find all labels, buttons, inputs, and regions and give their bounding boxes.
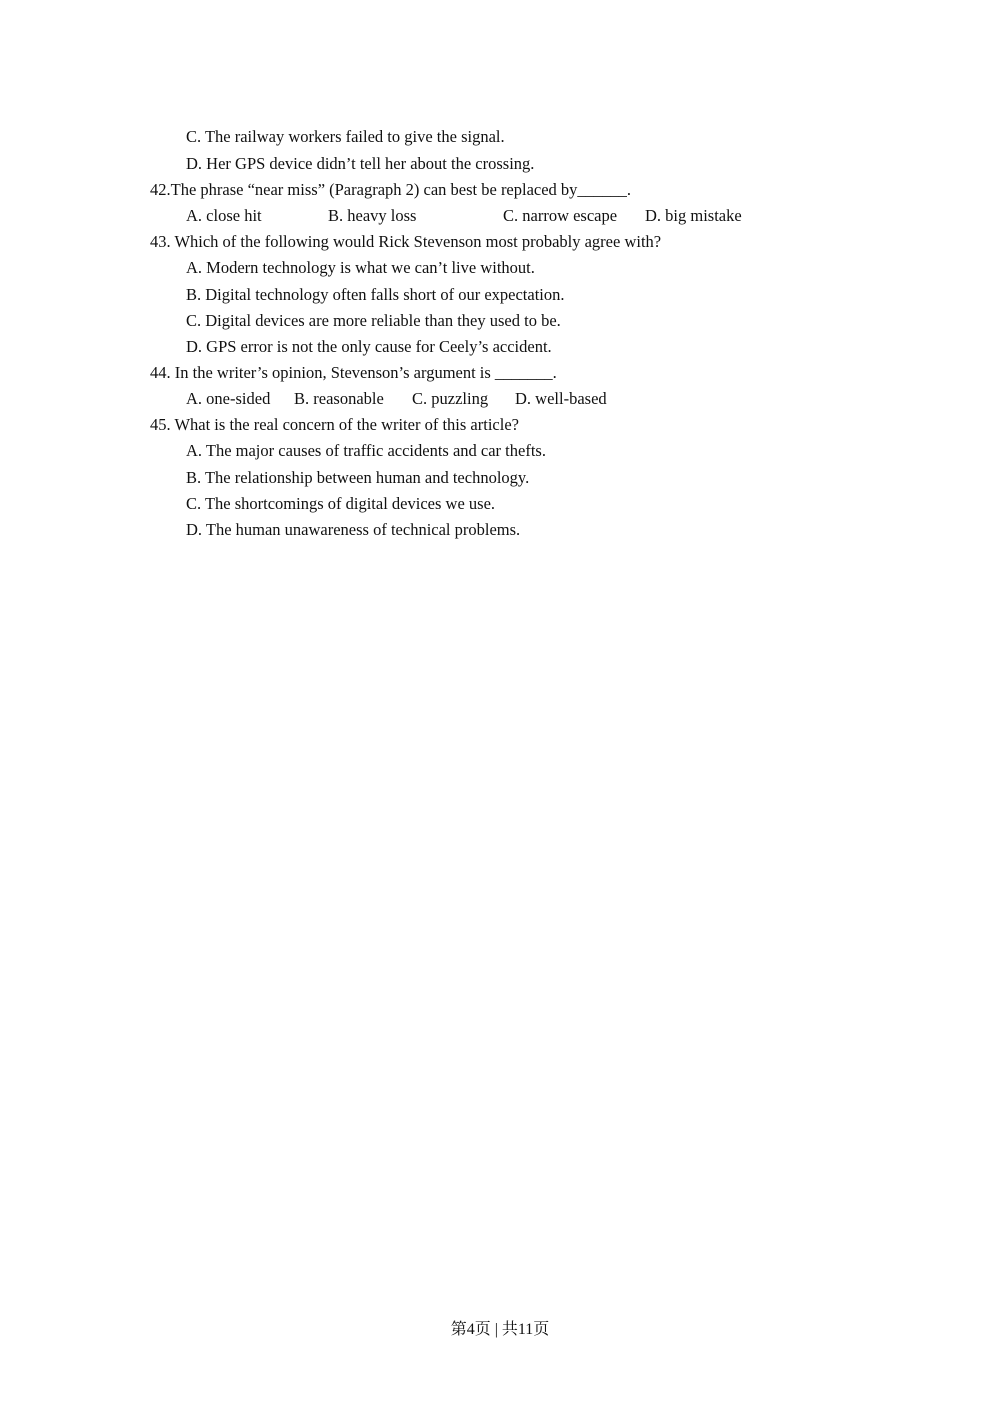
question-44-option-b: B. reasonable <box>294 389 384 408</box>
question-43-option-d: D. GPS error is not the only cause for Ceely’s accident. <box>186 337 552 356</box>
question-43-option-b: B. Digital technology often falls short of our expectation. <box>186 285 565 304</box>
question-42-option-d: D. big mistake <box>645 206 742 225</box>
question-44-option-a: A. one-sided <box>186 389 271 408</box>
question-44-options <box>0 389 1000 409</box>
question-45-stem: 45. What is the real concern of the writer of this article? <box>150 415 519 434</box>
question-45-option-d: D. The human unawareness of technical problems. <box>186 520 521 539</box>
question-45-option-c: C. The shortcomings of digital devices we use. <box>186 494 496 513</box>
prev-option-d: D. Her GPS device didn’t tell her about the crossing. <box>186 154 535 173</box>
question-42-option-c: C. narrow escape <box>503 206 618 225</box>
prev-option-c: C. The railway workers failed to give the signal. <box>186 127 505 146</box>
question-43-stem: 43. Which of the following would Rick Stevenson most probably agree with? <box>150 232 662 251</box>
question-44-option-c: C. puzzling <box>412 389 489 408</box>
question-42-option-a: A. close hit <box>186 206 262 225</box>
question-43-option-a: A. Modern technology is what we can’t live without. <box>186 258 535 277</box>
question-44-option-d: D. well-based <box>515 389 607 408</box>
question-42-stem: 42.The phrase “near miss” (Paragraph 2) can best be replaced by______. <box>150 180 632 199</box>
question-42-options <box>0 206 1000 226</box>
question-44-stem: 44. In the writer’s opinion, Stevenson’s argument is _______. <box>150 363 557 382</box>
question-45-option-b: B. The relationship between human and technology. <box>186 468 530 487</box>
question-42-option-b: B. heavy loss <box>328 206 417 225</box>
question-43-option-c: C. Digital devices are more reliable than they used to be. <box>186 311 561 330</box>
question-45-option-a: A. The major causes of traffic accidents and car thefts. <box>186 441 546 460</box>
page-footer: 第4页 | 共11页 <box>450 1321 550 1338</box>
